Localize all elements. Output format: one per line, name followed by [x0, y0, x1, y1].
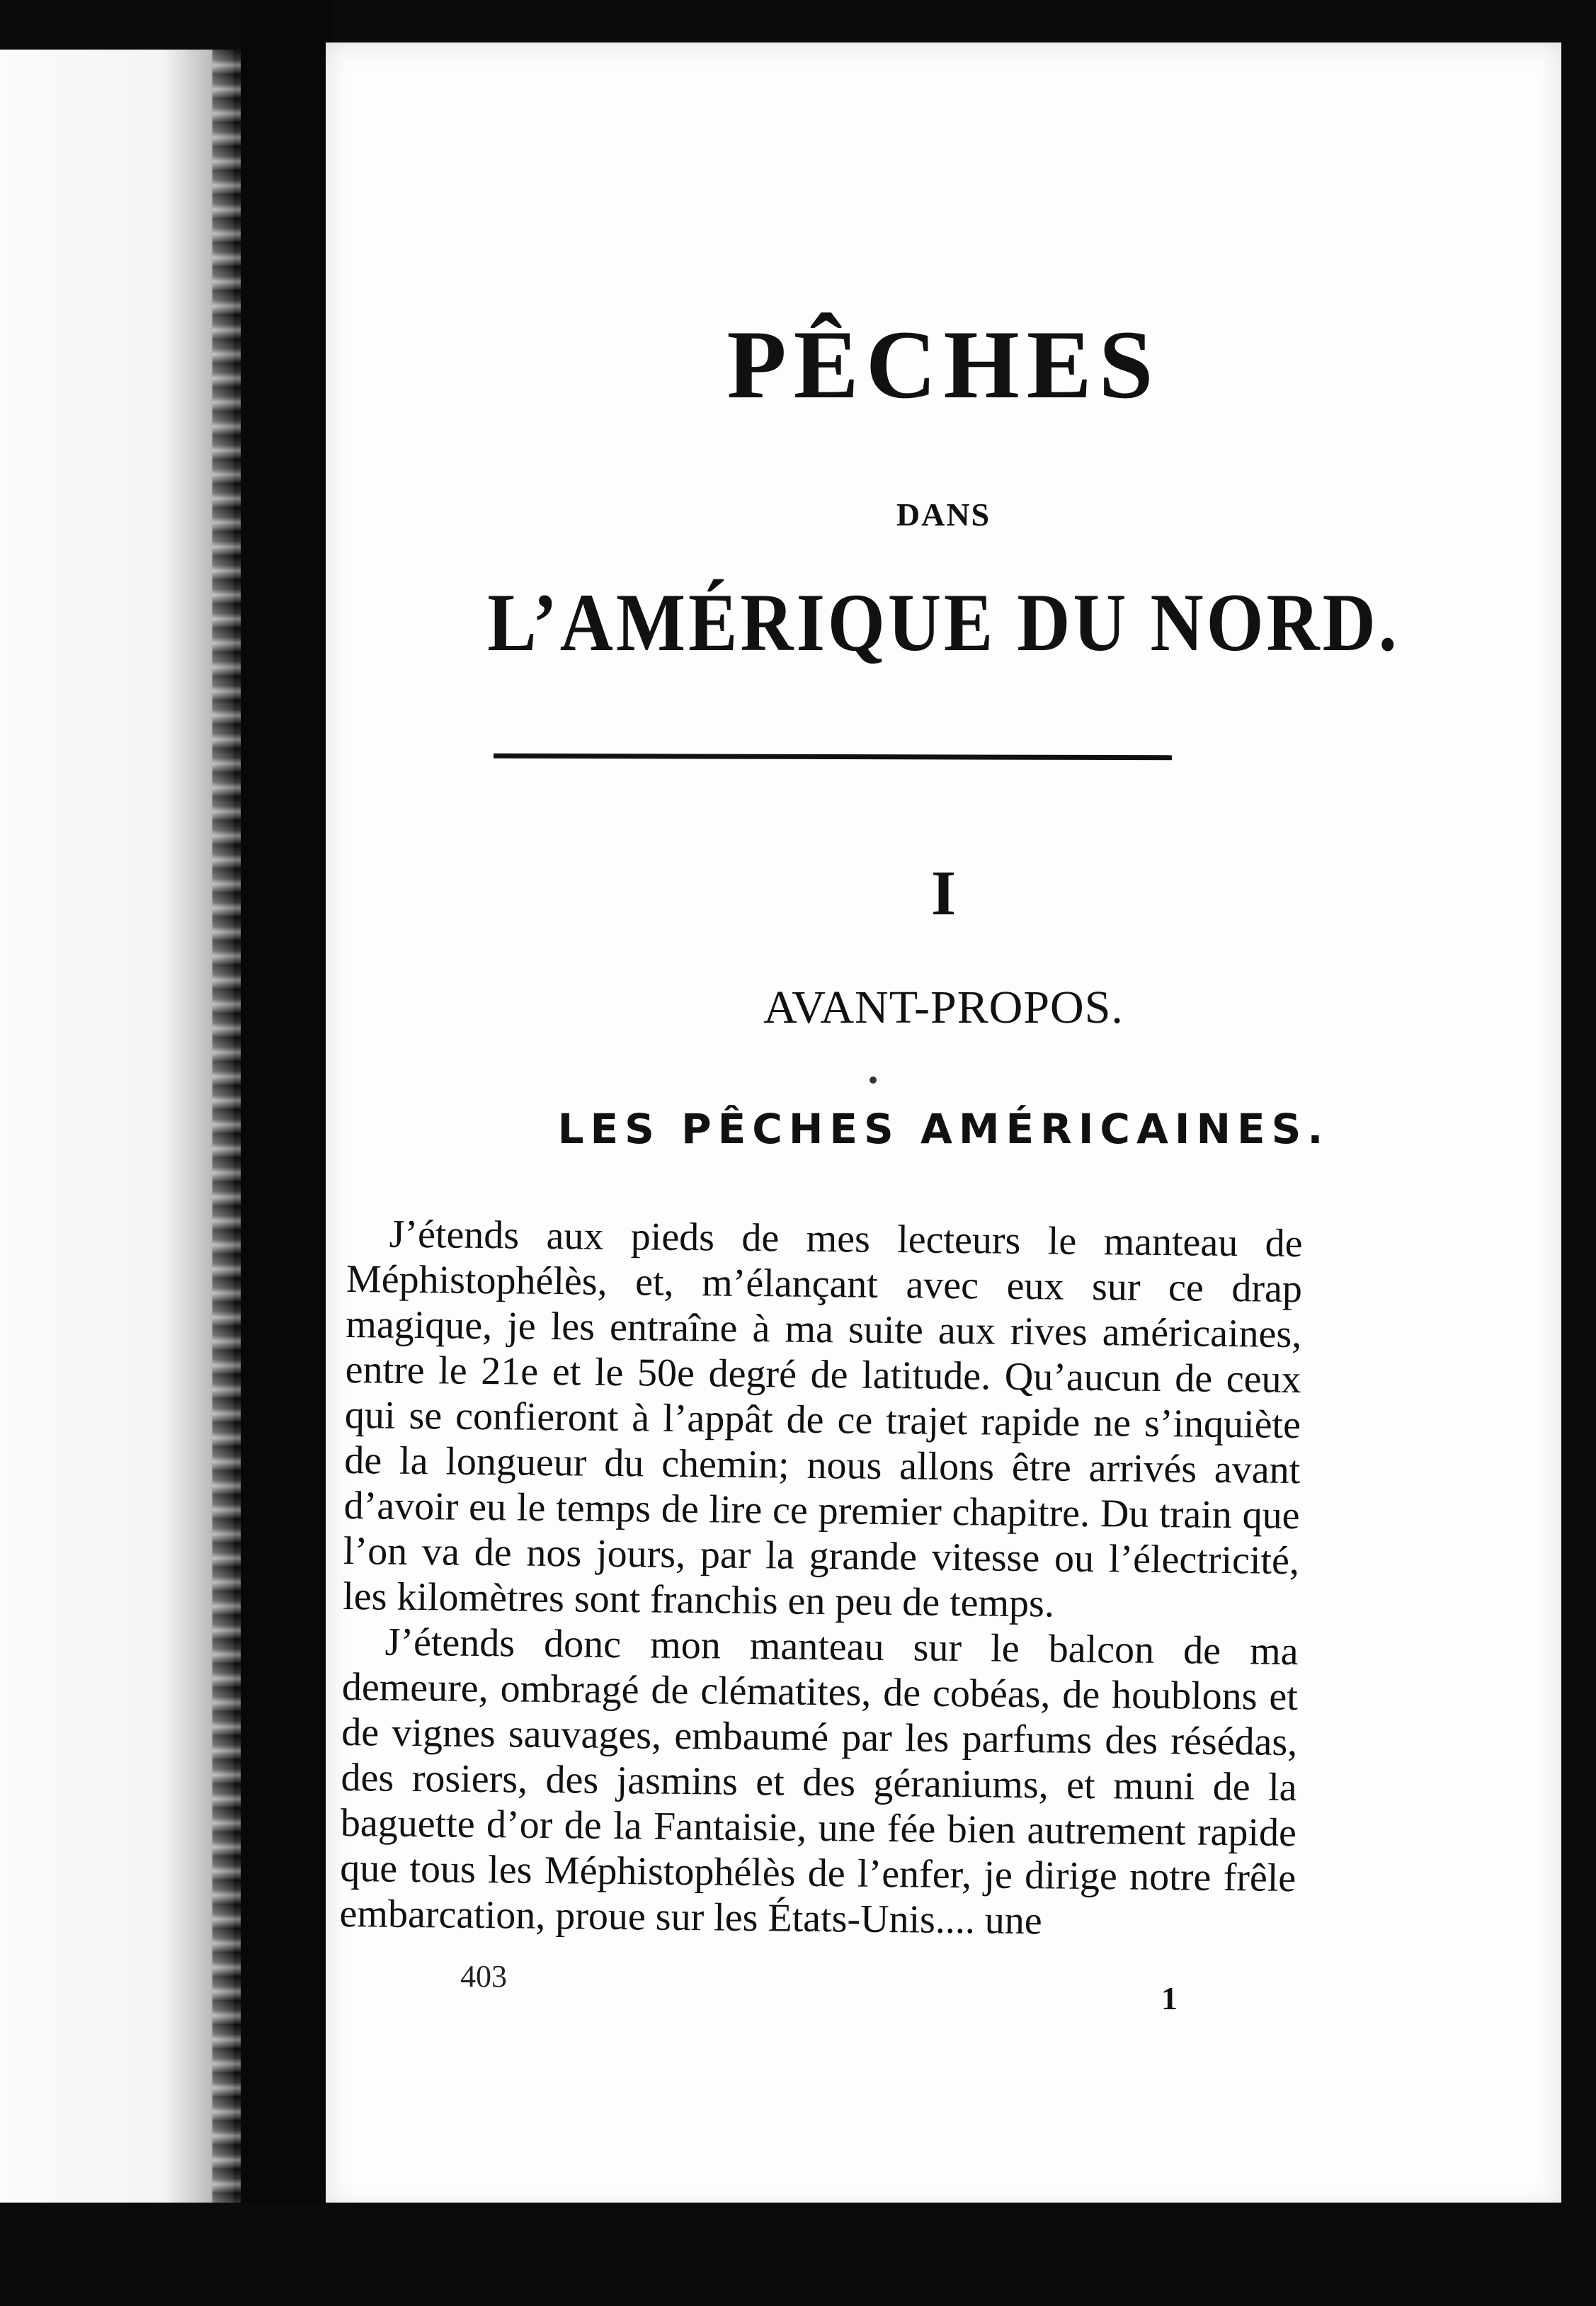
facing-page-edge — [212, 50, 241, 2203]
body-text — [339, 1211, 1303, 1946]
signature-number: 403 — [460, 1959, 507, 1994]
chapter-heading: AVANT-PROPOS. — [763, 982, 1124, 1033]
ornament-dot — [870, 1077, 877, 1084]
book-page — [326, 42, 1561, 2210]
page-title: PÊCHES — [726, 310, 1161, 419]
section-heading: LES PÊCHES AMÉRICAINES. — [557, 1105, 1330, 1153]
title-connector: DANS — [896, 496, 991, 533]
page-subtitle: L’AMÉRIQUE DU NORD. — [487, 577, 1400, 669]
scan-border — [0, 2203, 1596, 2306]
paragraph-1: J’étends aux pieds de mes lecteurs le manteau de Méphistophélès, et, m’élançant avec eux sur ce drap magique, je les entraîne à ma suite aux rives américaines, entre le 21e et le 50e degré de latitude. Qu’aucun de ceux qui se confieront à l’appât de ce trajet rapide ne s’inquiète de la longueur du chemin; nous allons être arrivés avant d’avoir eu le temps de lire ce premier chapitre. Du train que l’on va de nos jours, par la grande vitesse ou l’électricité, les kilomètres sont franchis en peu de temps. — [342, 1212, 1303, 1626]
facing-page — [0, 50, 234, 2203]
title-rule — [494, 754, 1172, 761]
paragraph-2: J’étends donc mon manteau sur le balcon de ma demeure, ombragé de clématites, de cobéas, de houblons et de vignes sauvages, embaumé par les parfums des résédas, des rosiers, des jasmins et des géraniums, et muni de la baguette d’or de la Fantaisie, une fée bien autrement rapide que tous les Méphistophélès de l’enfer, je dirige notre frêle embarcation, proue sur les États-Unis.... une — [339, 1620, 1299, 1943]
chapter-number: I — [930, 858, 957, 928]
book-gutter — [241, 0, 333, 2306]
page-number: 1 — [1161, 1980, 1178, 2016]
